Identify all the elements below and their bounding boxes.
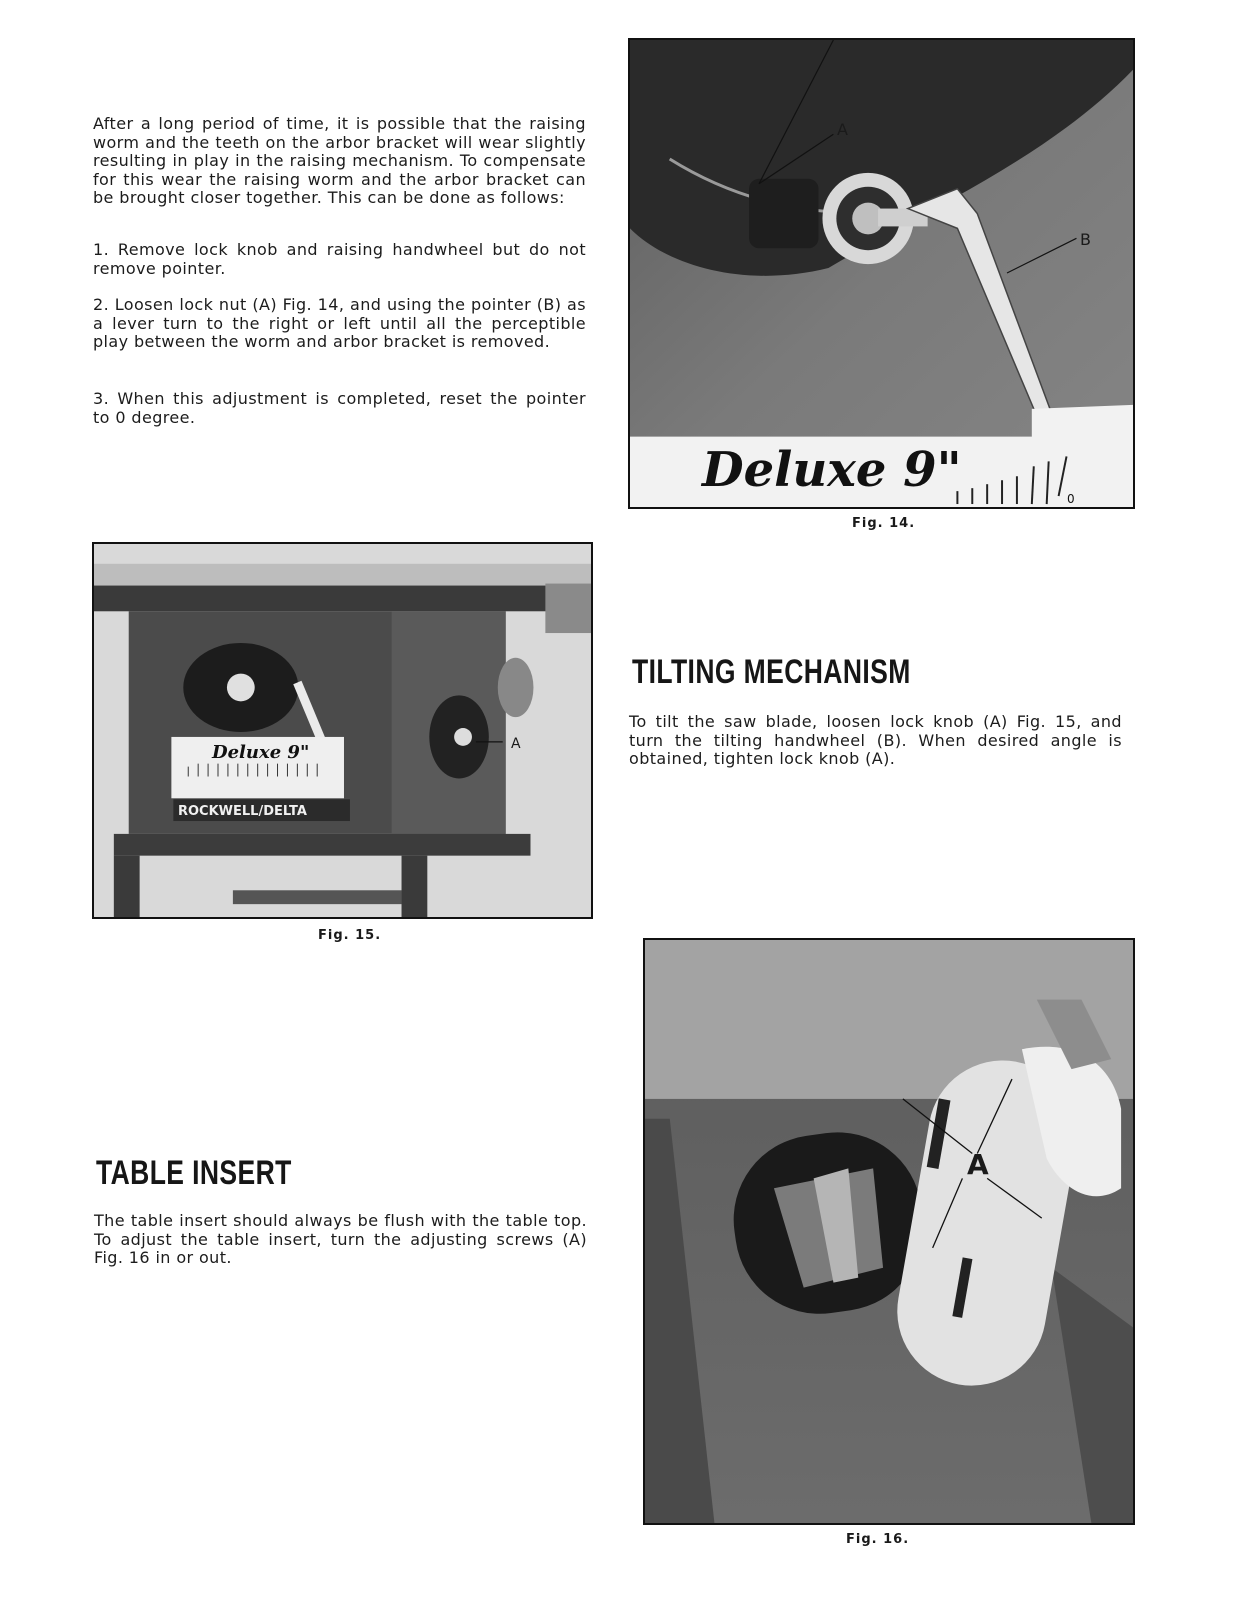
fig16-label-a: A: [967, 1148, 989, 1181]
fig14-label-b: B: [1080, 230, 1091, 249]
fig16-illustration: [645, 940, 1133, 1523]
fig14-photo: [628, 38, 1135, 509]
fig15-caption: Fig. 15.: [318, 928, 382, 943]
table-insert-paragraph: The table insert should always be flush with the table top. To adjust the table insert, turn the adjusting screws (A) Fig. 16 in or out.: [94, 1211, 587, 1267]
fig14-caption: Fig. 14.: [852, 516, 916, 531]
fig15-illustration: [94, 544, 591, 917]
fig16-caption: Fig. 16.: [846, 1532, 910, 1547]
fig14-plate-text: Deluxe 9": [702, 442, 962, 498]
table-insert-heading: TABLE INSERT: [96, 1154, 292, 1192]
step-2: 2. Loosen lock nut (A) Fig. 14, and using the pointer (B) as a lever turn to the right or left until all the perceptible play between the worm and arbor bracket is removed.: [93, 295, 586, 351]
step-3: 3. When this adjustment is completed, reset the pointer to 0 degree.: [93, 389, 586, 427]
step-1: 1. Remove lock knob and raising handwheel but do not remove pointer.: [93, 240, 586, 278]
fig14-label-a: A: [837, 120, 848, 139]
fig14-plate-zero: 0: [1067, 492, 1075, 506]
fig16-photo: [643, 938, 1135, 1525]
fig15-photo: [92, 542, 593, 919]
fig14-illustration: [630, 40, 1133, 507]
tilting-paragraph: To tilt the saw blade, loosen lock knob (A) Fig. 15, and turn the tilting handwheel (B). When desired angle is obtained, tighten lock knob (A).: [629, 712, 1122, 768]
fig15-brand-text: ROCKWELL/DELTA: [178, 804, 307, 819]
intro-paragraph: After a long period of time, it is possible that the raising worm and the teeth on the arbor bracket will wear slightly resulting in play in the raising mechanism. To compensate for this wear the raising worm and the arbor bracket can be brought closer together. This can be done as follows:: [93, 114, 586, 207]
fig15-plate-text: Deluxe 9": [212, 742, 310, 763]
tilting-heading: TILTING MECHANISM: [632, 653, 911, 691]
fig15-label-a: A: [511, 736, 521, 752]
